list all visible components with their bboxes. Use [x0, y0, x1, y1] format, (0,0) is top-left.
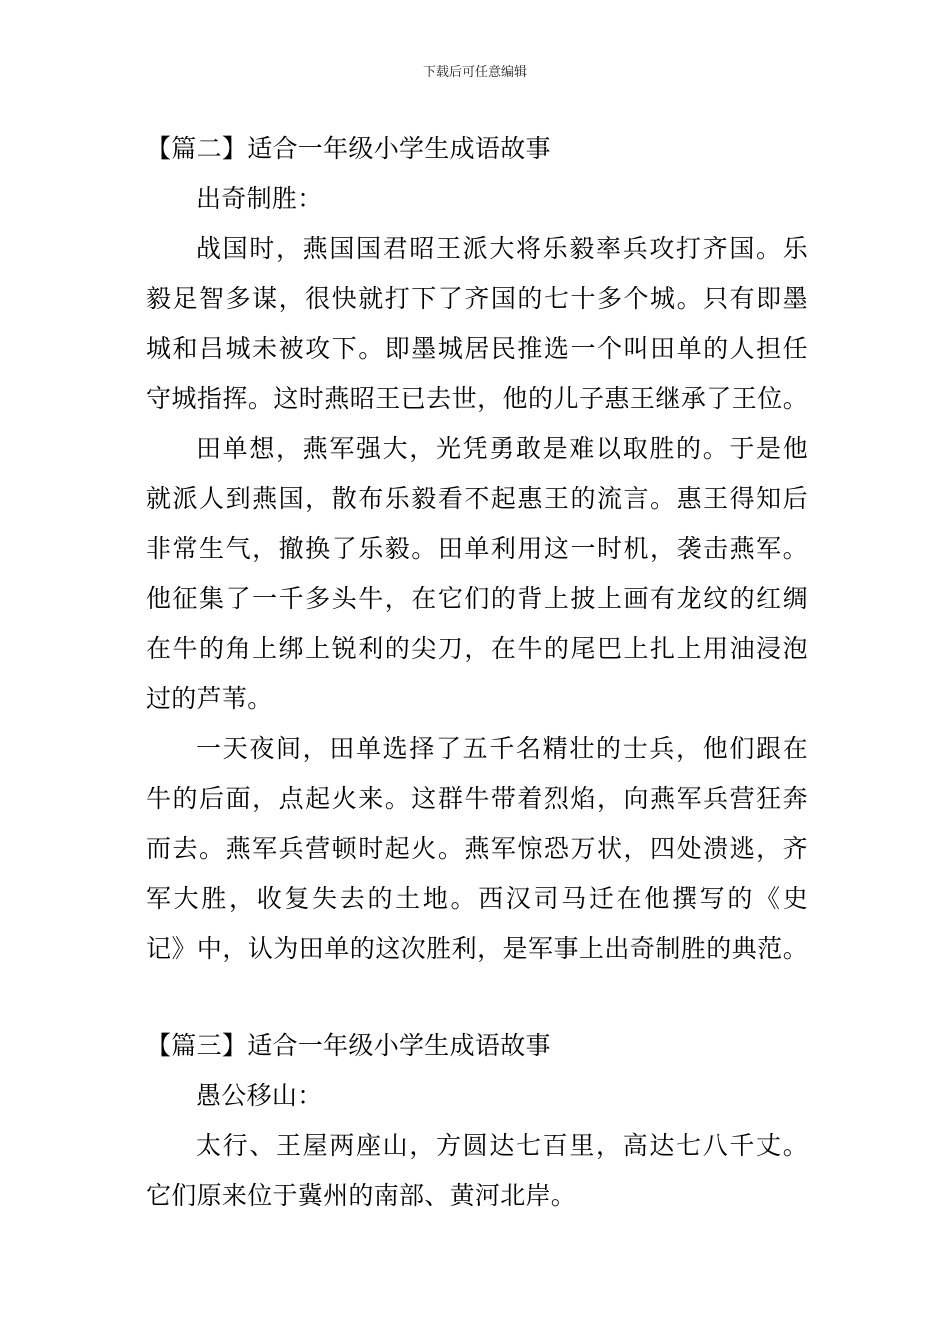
- section2-p1-line2: 毅足智多谋，很快就打下了齐国的七十多个城。只有即墨: [146, 284, 808, 313]
- section3-p1-line1: 太行、王屋两座山，方圆达七百里，高达七八千丈。: [196, 1131, 808, 1160]
- section2-p1-line1: 战国时，燕国国君昭王派大将乐毅率兵攻打齐国。乐: [196, 234, 808, 263]
- section2-p3-line4: 军大胜，收复失去的土地。西汉司马迁在他撰写的《史: [146, 884, 808, 913]
- section2-p2-line3: 非常生气，撤换了乐毅。田单利用这一时机，袭击燕军。: [146, 534, 808, 563]
- section2-p1-line4: 守城指挥。这时燕昭王已去世，他的儿子惠王继承了王位。: [146, 384, 808, 413]
- section3-story-title: 愚公移山：: [196, 1081, 323, 1110]
- section2-p2-line6: 过的芦苇。: [146, 684, 273, 713]
- section3-p1-line2: 它们原来位于冀州的南部、黄河北岸。: [146, 1181, 577, 1210]
- section2-p2-line4: 他征集了一千多头牛，在它们的背上披上画有龙纹的红绸: [146, 584, 808, 613]
- section2-p3-line1: 一天夜间，田单选择了五千名精壮的士兵，他们跟在: [196, 734, 808, 763]
- section3-heading: 【篇三】适合一年级小学生成语故事: [146, 1031, 551, 1060]
- section2-p2-line1: 田单想，燕军强大，光凭勇敢是难以取胜的。于是他: [196, 434, 808, 463]
- section2-p3-line2: 牛的后面，点起火来。这群牛带着烈焰，向燕军兵营狂奔: [146, 784, 808, 813]
- section2-heading: 【篇二】适合一年级小学生成语故事: [146, 134, 551, 163]
- page-header-note: 下载后可任意编辑: [422, 65, 527, 80]
- section2-p2-line5: 在牛的角上绑上锐利的尖刀，在牛的尾巴上扎上用油浸泡: [146, 634, 808, 663]
- section2-story-title: 出奇制胜：: [196, 184, 323, 213]
- section2-p2-line2: 就派人到燕国，散布乐毅看不起惠王的流言。惠王得知后: [146, 484, 808, 513]
- section2-p1-line3: 城和吕城未被攻下。即墨城居民推选一个叫田单的人担任: [146, 334, 808, 363]
- section2-p3-line3: 而去。燕军兵营顿时起火。燕军惊恐万状，四处溃逃，齐: [146, 834, 808, 863]
- section2-p3-line5: 记》中，认为田单的这次胜利，是军事上出奇制胜的典范。: [146, 934, 808, 963]
